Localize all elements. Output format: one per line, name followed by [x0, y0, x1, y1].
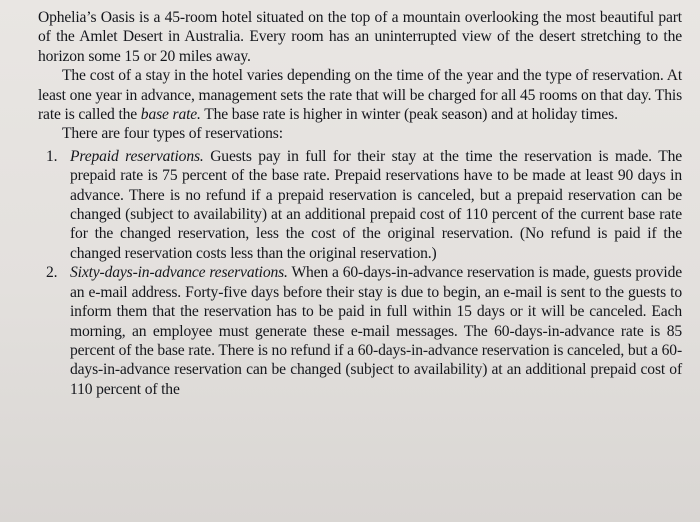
reservation-types-list: [38, 147, 682, 399]
list-item-term: Prepaid reservations.: [70, 147, 204, 165]
list-item-term: Sixty-days-in-advance reservations.: [70, 264, 288, 282]
base-rate-text-before: The cost of a stay in the hotel varies depending on the time of the year and the type of reservation. At least one year in advance, management sets the rate that will be charged for all 45 rooms on that day. This rate is called the: [38, 67, 683, 124]
base-rate-term: base rate.: [140, 106, 201, 124]
intro-text: Ophelia’s Oasis is a 45-room hotel situated on the top of a mountain overlooking the most beautiful part of the Amlet Desert in Australia. Every room has an uninterrupted view of the desert stretching to the horizon some 15 or 20 miles away.: [38, 9, 682, 65]
list-item: [38, 263, 682, 399]
list-item-number: 1.: [46, 147, 58, 165]
list-item-text: Guests pay in full for their stay at the time the reservation is made. The prepaid rate is 75 percent of the base rate. Prepaid reservations have to be made at least 90 days in advance. There is no refund if a prepaid reservation is canceled, but a prepaid reservation can be changed (subject to availability) at an additional prepaid cost of 110 percent of the current base rate for the changed reservation, less the cost of the original reservation. (No refund is paid if the changed reservation costs less than the original reservation.): [70, 147, 682, 262]
reservation-types-intro-text: There are four types of reservations:: [62, 125, 283, 143]
list-item-number: 2.: [46, 264, 58, 282]
intro-paragraph: [38, 8, 682, 66]
list-item-text: When a 60-days-in-advance reservation is made, guests provide an e-mail address. Forty-five days before their stay is due to begin, an e-mail is sent to the guests to inform them that the reservation has to be paid in full within 15 days or it will be canceled. Each morning, an employee must generate these e-mail messages. The 60-days-in-advance rate is 85 percent of the base rate. There is no refund if a 60-days-in-advance reservation is canceled, but a 60-days-in-advance reservation can be changed (subject to availability) at an additional prepaid cost of 110 percent of the: [70, 264, 683, 398]
base-rate-paragraph: [38, 66, 682, 124]
list-item: [38, 147, 682, 263]
reservation-types-intro: [38, 124, 682, 143]
base-rate-text-after: The base rate is higher in winter (peak season) and at holiday times.: [200, 106, 618, 124]
